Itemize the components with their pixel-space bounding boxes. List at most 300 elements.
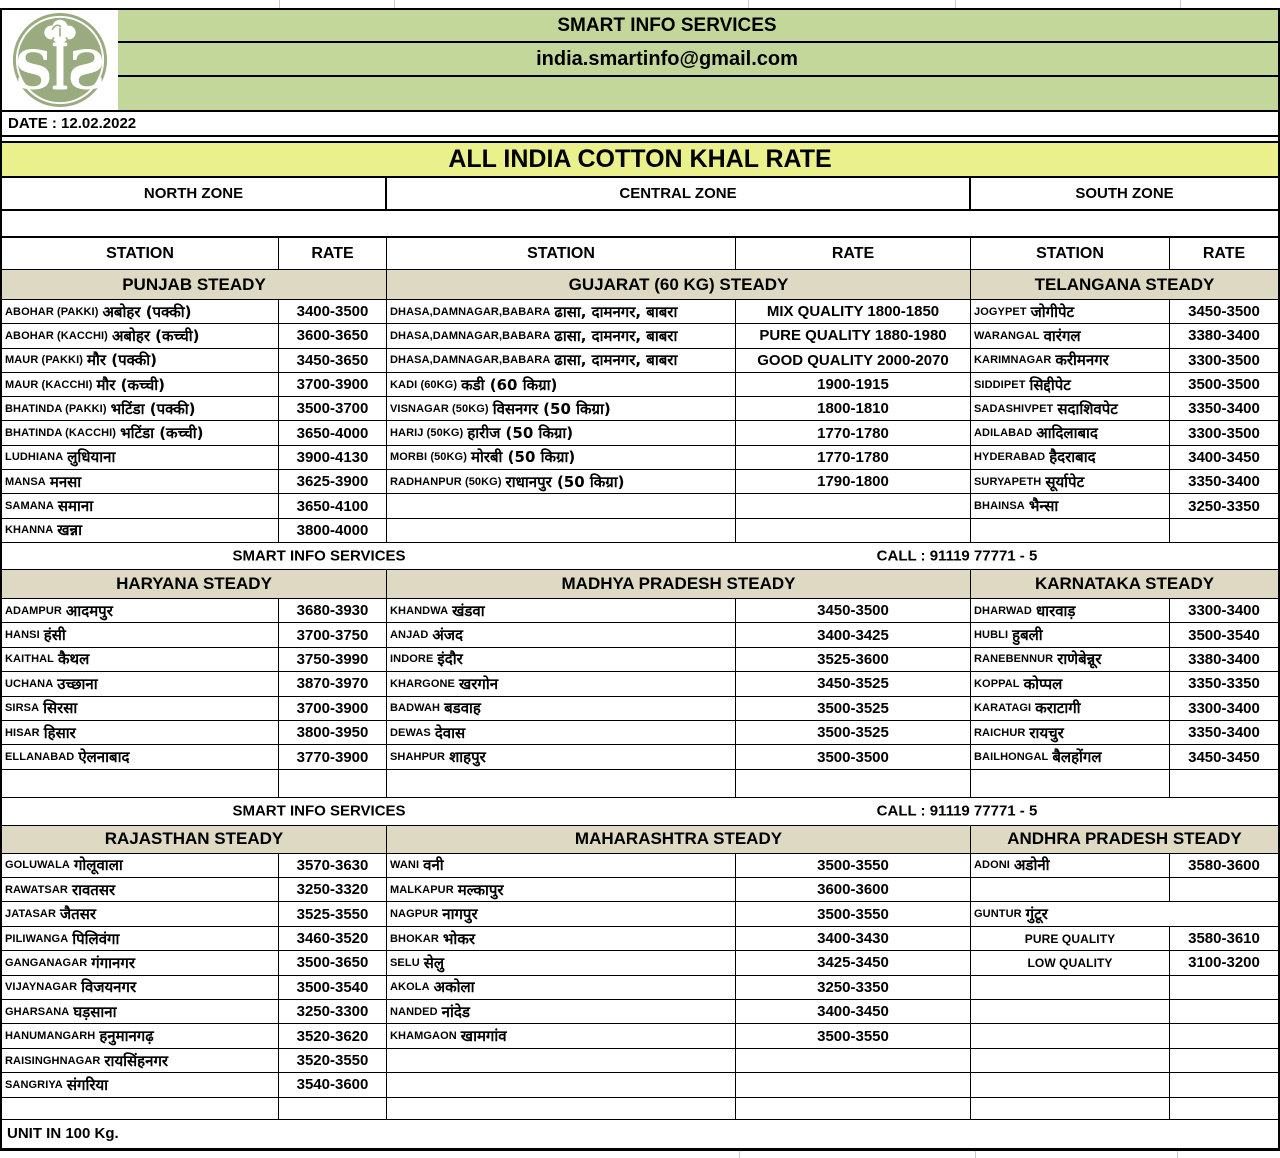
unit-note: UNIT IN 100 Kg. <box>2 1120 1278 1148</box>
station-name-hindi: आदिलाबाद <box>1036 424 1098 443</box>
station-name-hindi: जैतसर <box>60 905 96 924</box>
rate-cell: 3580-3600 <box>1170 854 1278 878</box>
station-name-en: SIRSA <box>5 702 40 715</box>
station-name-hindi: खरगोन <box>458 674 499 693</box>
station-name-hindi: जोगीपेट <box>1030 302 1075 321</box>
promo-banner <box>2 543 1278 570</box>
station-name-en: RAICHUR <box>974 726 1026 739</box>
rate-cell: 3500-3500 <box>736 745 971 769</box>
station-cell <box>2 397 279 421</box>
rate-cell: PURE QUALITY 1880-1980 <box>736 324 971 348</box>
rate-cell: 3900-4130 <box>279 446 387 470</box>
station-name-en: RADHANPUR (50KG) <box>390 475 502 488</box>
table-row <box>2 519 1278 543</box>
rate-cell: 3570-3630 <box>279 854 387 878</box>
gridline <box>955 0 956 8</box>
rate-cell: 3625-3900 <box>279 470 387 494</box>
station-name-hindi: आदमपुर <box>65 601 113 620</box>
station-cell <box>971 672 1170 696</box>
rate-cell: 3300-3500 <box>1170 349 1278 373</box>
station-name-hindi: धारवाड़ <box>1035 601 1076 620</box>
station-cell <box>2 1049 279 1073</box>
station-name-hindi: संगरिया <box>66 1075 109 1094</box>
rate-cell: 3100-3200 <box>1170 951 1278 975</box>
station-cell <box>2 927 279 951</box>
station-cell <box>971 1073 1170 1097</box>
station-cell <box>387 421 736 445</box>
station-name-en: KOPPAL <box>974 677 1020 690</box>
station-name-en: RAISINGHNAGAR <box>5 1054 101 1067</box>
station-name-hindi: ढासा, दामनगर, बाबरा <box>554 351 678 370</box>
sis-logo-icon <box>6 10 114 110</box>
rate-cell: 3500-3540 <box>1170 623 1278 647</box>
station-name-en: BHAINSA <box>974 500 1025 513</box>
station-name-en: DHASA,DAMNAGAR,BABARA <box>390 329 551 342</box>
state-band-title: PUNJAB STEADY <box>2 270 387 300</box>
station-cell <box>2 648 279 672</box>
station-name-hindi: विसनगर (50 किग्रा) <box>492 399 611 418</box>
state-band-title: KARNATAKA STEADY <box>971 570 1278 599</box>
station-cell <box>971 1024 1170 1048</box>
station-name-en: KHANNA <box>5 524 54 537</box>
rate-cell: 3500-3550 <box>736 854 971 878</box>
rate-cell: 1800-1810 <box>736 397 971 421</box>
rate-cell: 3450-3500 <box>736 599 971 623</box>
station-cell <box>2 373 279 397</box>
station-name-en: KHANDWA <box>390 604 449 617</box>
station-name-en: SADASHIVPET <box>974 402 1054 415</box>
station-name-hindi: नागपुर <box>442 905 478 924</box>
station-cell <box>971 721 1170 745</box>
station-cell <box>387 623 736 647</box>
rate-cell: 3450-3650 <box>279 349 387 373</box>
table-row <box>2 902 1278 926</box>
station-name-en: RAWATSAR <box>5 883 68 896</box>
station-name-en: ADONI <box>974 859 1010 872</box>
station-cell <box>2 519 279 543</box>
station-cell <box>971 421 1170 445</box>
station-name-en: VISNAGAR (50KG) <box>390 402 489 415</box>
station-name-hindi: घड़साना <box>73 1002 117 1021</box>
station-cell <box>2 494 279 518</box>
rate-cell <box>736 770 971 798</box>
column-header-row <box>2 238 1278 270</box>
table-row <box>2 349 1278 373</box>
station-name-hindi: अबोहर (कच्ची) <box>111 326 200 345</box>
state-band-title: HARYANA STEADY <box>2 570 387 599</box>
table-row <box>2 1024 1278 1048</box>
station-cell <box>971 494 1170 518</box>
station-name-hindi: मनसा <box>49 472 82 491</box>
station-name-en: DHASA,DAMNAGAR,BABARA <box>390 305 551 318</box>
station-name-en: ELLANABAD <box>5 751 75 763</box>
station-cell <box>971 349 1170 373</box>
table-row <box>2 1000 1278 1024</box>
zone-header-central: CENTRAL ZONE <box>387 178 971 209</box>
promo-call-number: CALL : 91119 77771 - 5 <box>876 547 1038 565</box>
station-name-hindi: कडी (60 किग्रा) <box>461 375 558 394</box>
rate-cell: 3350-3400 <box>1170 470 1278 494</box>
station-name-en: BHOKAR <box>390 932 439 945</box>
station-cell <box>387 902 736 926</box>
table-row <box>2 1073 1278 1097</box>
station-cell <box>971 878 1170 902</box>
station-cell <box>971 470 1170 494</box>
rate-cell: 3450-3525 <box>736 672 971 696</box>
station-name-en: WARANGAL <box>974 329 1040 342</box>
state-band-title: GUJARAT (60 KG) STEADY <box>387 270 971 300</box>
rate-cell: 3425-3450 <box>736 951 971 975</box>
station-cell <box>387 951 736 975</box>
station-cell <box>2 324 279 348</box>
rate-cell: 3380-3400 <box>1170 324 1278 348</box>
station-name-hindi: बैलहोंगल <box>1052 748 1102 766</box>
station-cell <box>2 697 279 721</box>
promo-company-name: SMART INFO SERVICES <box>232 547 406 565</box>
station-cell <box>387 648 736 672</box>
promo-row <box>2 543 1278 570</box>
station-name-en: MAUR (KACCHI) <box>5 378 93 391</box>
sheet-frame <box>0 8 1280 1151</box>
rate-cell: 3500-3700 <box>279 397 387 421</box>
rate-cell: 3520-3620 <box>279 1024 387 1048</box>
station-cell <box>2 300 279 324</box>
station-cell <box>2 599 279 623</box>
rate-table <box>2 236 1278 1151</box>
station-name-en: HARIJ (50KG) <box>390 427 464 440</box>
station-name-hindi: हुबली <box>1012 626 1043 645</box>
station-name-en: JOGYPET <box>974 305 1027 318</box>
station-name-en: NAGPUR <box>390 908 439 921</box>
state-band-title: ANDHRA PRADESH STEADY <box>971 826 1278 854</box>
rate-cell <box>1170 1098 1278 1120</box>
table-row <box>2 373 1278 397</box>
station-name-en: WANI <box>390 859 420 872</box>
state-band-title: RAJASTHAN STEADY <box>2 826 387 854</box>
station-name-hindi: गुंटूर <box>1025 905 1048 924</box>
station-cell <box>387 770 736 798</box>
station-cell <box>387 300 736 324</box>
rate-cell: 3650-4000 <box>279 421 387 445</box>
station-name-en: NANDED <box>390 1005 438 1018</box>
rate-cell <box>736 1049 971 1073</box>
station-name-en: GUNTUR <box>974 908 1022 921</box>
station-name-en: HUBLI <box>974 629 1009 642</box>
station-cell <box>387 745 736 769</box>
station-cell <box>2 1073 279 1097</box>
rate-cell <box>1170 1049 1278 1073</box>
table-row <box>2 672 1278 696</box>
table-row <box>2 951 1278 975</box>
station-name-hindi: रायचुर <box>1029 723 1064 742</box>
rate-cell: 3520-3550 <box>279 1049 387 1073</box>
rate-cell: 3500-3525 <box>736 697 971 721</box>
rate-cell: 3250-3350 <box>1170 494 1278 518</box>
table-row <box>2 421 1278 445</box>
rate-cell <box>1170 1073 1278 1097</box>
station-name-en: ADAMPUR <box>5 604 62 617</box>
station-name-en: AKOLA <box>390 981 430 994</box>
station-name-hindi: खंडवा <box>452 601 485 620</box>
station-cell <box>971 927 1170 951</box>
station-name-hindi: मौर (कच्ची) <box>96 375 165 394</box>
gridline <box>748 0 749 8</box>
station-name-hindi: बडवाह <box>444 699 481 718</box>
station-name-hindi: मोरबी (50 किग्रा) <box>470 448 576 467</box>
rate-cell: 3250-3320 <box>279 878 387 902</box>
station-name-hindi: नांदेड <box>441 1002 470 1021</box>
station-name-en: ADILABAD <box>974 427 1033 440</box>
station-cell <box>2 951 279 975</box>
station-cell <box>2 854 279 878</box>
station-name-hindi: वारंगल <box>1043 326 1081 345</box>
station-cell <box>971 300 1170 324</box>
station-cell <box>387 349 736 373</box>
station-cell <box>971 599 1170 623</box>
company-name: SMART INFO SERVICES <box>118 10 1278 43</box>
station-cell <box>387 373 736 397</box>
rate-cell: 3650-4100 <box>279 494 387 518</box>
station-name-hindi: कोप्पल <box>1023 674 1063 693</box>
svg-text:S: S <box>67 39 106 102</box>
table-row <box>2 470 1278 494</box>
station-name-en: SELU <box>390 956 420 969</box>
station-cell <box>387 470 736 494</box>
rate-cell: 3500-3550 <box>736 902 971 926</box>
rate-cell: 3525-3550 <box>279 902 387 926</box>
column-header-station: STATION <box>971 238 1170 270</box>
station-name-hindi: अकोला <box>433 978 475 997</box>
station-cell <box>387 697 736 721</box>
station-name-en: KARATAGI <box>974 702 1032 715</box>
column-header-station: STATION <box>387 238 736 270</box>
rate-cell <box>1170 1024 1278 1048</box>
station-name-en: GOLUWALA <box>5 859 70 872</box>
rate-cell <box>279 770 387 798</box>
station-name-en: PILIWANGA <box>5 932 69 945</box>
rate-cell <box>1170 519 1278 543</box>
station-cell <box>2 1024 279 1048</box>
station-name-en: MANSA <box>5 475 46 488</box>
station-cell <box>387 1024 736 1048</box>
station-name-hindi: ढासा, दामनगर, बाबरा <box>554 326 678 345</box>
rate-cell: 3250-3350 <box>736 976 971 1000</box>
zone-header-south: SOUTH ZONE <box>1075 185 1174 202</box>
rate-cell <box>1170 976 1278 1000</box>
station-cell <box>387 519 736 543</box>
station-name-en: HYDERABAD <box>974 451 1046 464</box>
station-cell <box>387 976 736 1000</box>
rate-cell: 1900-1915 <box>736 373 971 397</box>
promo-company-name: SMART INFO SERVICES <box>232 802 406 820</box>
station-cell <box>971 854 1170 878</box>
station-name-en: INDORE <box>390 653 434 666</box>
table-row <box>2 745 1278 769</box>
table-row <box>2 494 1278 518</box>
rate-cell <box>736 1098 971 1120</box>
station-name-en: PURE QUALITY <box>1024 931 1116 946</box>
station-name-hindi: हारीज (50 किग्रा) <box>467 424 574 443</box>
station-name-hindi: पिलिवंगा <box>72 929 120 948</box>
rate-cell <box>736 519 971 543</box>
station-name-en: VIJAYNAGAR <box>5 981 78 994</box>
rate-cell: 3300-3500 <box>1170 421 1278 445</box>
rate-cell <box>736 1073 971 1097</box>
rate-cell: 3700-3900 <box>279 373 387 397</box>
station-name-hindi: सिरसा <box>43 699 78 718</box>
station-name-hindi: हनुमानगढ़ <box>99 1027 154 1046</box>
station-name-hindi: ऐलनाबाद <box>78 748 130 766</box>
station-name-en: BADWAH <box>390 702 441 715</box>
rate-cell: 3500-3550 <box>736 1024 971 1048</box>
station-name-hindi: हिसार <box>43 723 76 742</box>
rate-cell: 3770-3900 <box>279 745 387 769</box>
station-name-hindi: खामगांव <box>460 1027 507 1046</box>
station-name-hindi: ढासा, दामनगर, बाबरा <box>554 302 678 321</box>
station-name-hindi: भटिंडा (पक्की) <box>110 399 196 418</box>
station-name-hindi: अंजद <box>432 626 463 645</box>
station-name-hindi: मल्कापुर <box>457 880 504 899</box>
station-name-en: SAMANA <box>5 500 54 513</box>
rate-cell: 3500-3540 <box>279 976 387 1000</box>
rate-cell: 3460-3520 <box>279 927 387 951</box>
station-cell <box>2 976 279 1000</box>
station-cell <box>2 902 279 926</box>
rate-cell: 3870-3970 <box>279 672 387 696</box>
table-row <box>2 1049 1278 1073</box>
promo-call-number: CALL : 91119 77771 - 5 <box>876 802 1038 820</box>
rate-cell: 3400-3450 <box>736 1000 971 1024</box>
station-name-en: ABOHAR (PAKKI) <box>5 305 99 318</box>
station-name-hindi: लुधियाना <box>67 448 116 467</box>
table-row <box>2 976 1278 1000</box>
station-name-hindi: मौर (पक्की) <box>87 351 158 370</box>
station-cell <box>2 470 279 494</box>
station-cell <box>387 1049 736 1073</box>
station-name-en: RANEBENNUR <box>974 653 1054 666</box>
station-name-en: KADI (60KG) <box>390 378 458 391</box>
spacer <box>2 211 1278 236</box>
station-cell <box>387 672 736 696</box>
rate-cell: MIX QUALITY 1800-1850 <box>736 300 971 324</box>
station-cell <box>971 951 1170 975</box>
column-header-rate: RATE <box>1170 238 1278 270</box>
table-row <box>2 721 1278 745</box>
station-cell <box>971 324 1170 348</box>
table-row <box>2 854 1278 878</box>
rate-cell: 3300-3400 <box>1170 599 1278 623</box>
station-name-en: LUDHIANA <box>5 451 64 464</box>
station-name-hindi: हंसी <box>43 626 66 645</box>
station-name-en: KHARGONE <box>390 677 455 690</box>
banner-green-area <box>118 10 1278 110</box>
station-name-en: HANUMANGARH <box>5 1030 96 1043</box>
station-name-hindi: राधानपुर (50 किग्रा) <box>505 472 625 491</box>
state-band-title: MADHYA PRADESH STEADY <box>387 570 971 599</box>
rate-cell: 3300-3400 <box>1170 697 1278 721</box>
station-name-hindi: गोलूवाला <box>73 856 123 875</box>
station-name-en: MORBI (50KG) <box>390 451 467 464</box>
station-cell <box>387 599 736 623</box>
rate-cell: 3700-3750 <box>279 623 387 647</box>
zone-header-row <box>2 178 1278 211</box>
station-cell <box>971 770 1170 798</box>
station-name-hindi: भोकर <box>442 929 475 948</box>
station-cell <box>971 976 1170 1000</box>
station-cell <box>387 854 736 878</box>
rate-cell: 3350-3400 <box>1170 397 1278 421</box>
station-name-en: KAITHAL <box>5 653 54 666</box>
state-band-row <box>2 570 1278 599</box>
station-name-en: UCHANA <box>5 677 54 690</box>
station-name-en: BHATINDA (KACCHI) <box>5 427 117 440</box>
station-cell <box>971 446 1170 470</box>
svg-text:S: S <box>14 39 53 102</box>
station-cell <box>387 927 736 951</box>
station-cell <box>971 373 1170 397</box>
station-cell <box>2 421 279 445</box>
rate-cell: 3680-3930 <box>279 599 387 623</box>
rate-cell <box>736 494 971 518</box>
station-name-hindi: सेलु <box>423 953 445 972</box>
rate-cell <box>279 1098 387 1120</box>
state-band-row <box>2 826 1278 854</box>
station-name-hindi: शाहपुर <box>449 748 486 766</box>
rate-cell: 3525-3600 <box>736 648 971 672</box>
table-row <box>2 397 1278 421</box>
station-cell <box>387 324 736 348</box>
station-name-en: GANGANAGAR <box>5 956 88 969</box>
station-name-en: KHAMGAON <box>390 1030 457 1043</box>
gridline <box>279 0 280 8</box>
station-name-en: MALKAPUR <box>390 883 454 896</box>
station-name-en: DHARWAD <box>974 604 1032 617</box>
rate-cell <box>1170 878 1278 902</box>
rate-cell: 1770-1780 <box>736 446 971 470</box>
rate-cell: 3400-3500 <box>279 300 387 324</box>
station-cell <box>971 1098 1170 1120</box>
table-row <box>2 623 1278 647</box>
station-name-en: BHATINDA (PAKKI) <box>5 402 107 415</box>
station-name-hindi: सूर्यापेट <box>1045 472 1085 491</box>
station-name-hindi: खन्ना <box>57 521 82 540</box>
station-name-en: HISAR <box>5 726 40 739</box>
station-name-hindi: रायसिंहनगर <box>104 1051 169 1070</box>
station-cell <box>2 745 279 769</box>
station-cell-merged <box>971 902 1278 926</box>
station-name-en: LOW QUALITY <box>1027 955 1113 970</box>
station-name-hindi: अडोनी <box>1013 856 1050 875</box>
station-cell <box>2 623 279 647</box>
station-name-en: ANJAD <box>390 629 429 642</box>
promo-row <box>2 798 1278 826</box>
station-cell <box>971 519 1170 543</box>
rate-cell: 3380-3400 <box>1170 648 1278 672</box>
station-cell <box>2 770 279 798</box>
station-name-hindi: उच्छाना <box>57 674 98 693</box>
table-row <box>2 697 1278 721</box>
station-cell <box>2 721 279 745</box>
station-name-hindi: रावतसर <box>71 880 116 899</box>
rate-cell: 3500-3500 <box>1170 373 1278 397</box>
date-label: DATE : 12.02.2022 <box>2 112 1278 137</box>
station-cell <box>2 672 279 696</box>
unit-note-row <box>2 1120 1278 1148</box>
table-row <box>2 927 1278 951</box>
rate-cell: 1790-1800 <box>736 470 971 494</box>
station-name-hindi: राणेबेन्नूर <box>1057 650 1102 669</box>
company-email: india.smartinfo@gmail.com <box>118 43 1278 77</box>
